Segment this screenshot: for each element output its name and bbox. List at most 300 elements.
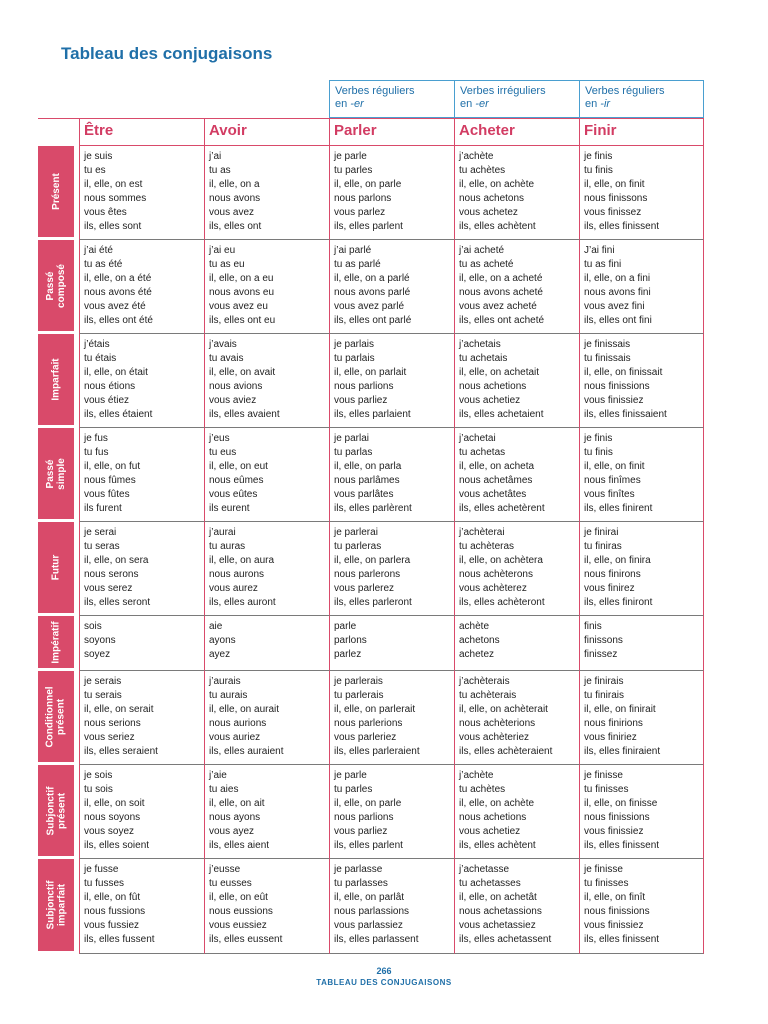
conjugation-table <box>38 80 704 954</box>
conjugation-cell <box>79 616 204 671</box>
conjugated-form: j’ai <box>209 151 222 162</box>
conjugated-form: nous parlassions <box>334 906 410 917</box>
conjugated-form: j’ai eu <box>209 245 236 256</box>
conjugation-cell <box>204 240 329 334</box>
conjugation-cell <box>204 616 329 671</box>
conjugated-form: il, elle, on fût <box>84 892 141 903</box>
conjugation-cell <box>329 859 454 954</box>
conjugated-form: tu aurais <box>209 690 248 701</box>
conjugated-form: ils, elles achèteront <box>459 597 545 608</box>
conjugated-form: nous finirions <box>584 718 643 729</box>
conjugated-form: ils, elles eussent <box>209 934 283 945</box>
conjugated-form: vous achetâtes <box>459 489 527 500</box>
conjugated-form: il, elle, on finît <box>584 892 646 903</box>
conjugated-form: tu parles <box>334 165 373 176</box>
conjugated-form: nous avons acheté <box>459 287 543 298</box>
conjugated-form: tu achetais <box>459 353 508 364</box>
conjugated-form: vous serez <box>84 583 133 594</box>
conjugated-form: nous étions <box>84 381 136 392</box>
conjugated-form: nous eussions <box>209 906 273 917</box>
conjugated-form: nous achetâmes <box>459 475 533 486</box>
conjugated-form: il, elle, on parle <box>334 179 402 190</box>
conjugated-form: ils, elles ont acheté <box>459 315 545 326</box>
conjugation-cell <box>329 522 454 616</box>
conjugated-form: tu as été <box>84 259 123 270</box>
conjugated-form: nous soyons <box>84 812 141 823</box>
conjugation-cell <box>454 859 579 954</box>
conjugated-form: tu achetasses <box>459 878 521 889</box>
conjugated-form: nous parlerons <box>334 569 401 580</box>
conjugated-form: il, elle, on serait <box>84 704 154 715</box>
conjugated-form: il, elle, on a fini <box>584 273 651 284</box>
conjugated-form: tu parleras <box>334 541 382 552</box>
conjugated-form: je finis <box>584 433 613 444</box>
conjugated-form: vous parliez <box>334 395 388 406</box>
conjugated-form: tu finis <box>584 165 613 176</box>
conjugated-form: nous aurons <box>209 569 265 580</box>
conjugated-form: parle <box>334 621 357 632</box>
conjugated-form: vous avez fini <box>584 301 645 312</box>
conjugated-form: il, elle, on finirait <box>584 704 656 715</box>
conjugated-form: ils, elles avaient <box>209 409 280 420</box>
conjugated-form: vous ayez <box>209 826 255 837</box>
conjugated-form: tu finisses <box>584 784 629 795</box>
conjugated-form: achetons <box>459 635 500 646</box>
conjugated-form: tu as fini <box>584 259 622 270</box>
conjugated-form: nous aurions <box>209 718 267 729</box>
tense-row <box>38 671 704 765</box>
conjugated-form: il, elle, on parlait <box>334 367 407 378</box>
conjugated-form: ils, elles fussent <box>84 934 155 945</box>
conjugated-form: il, elle, on eût <box>209 892 268 903</box>
conjugated-form: il, elle, on achète <box>459 179 535 190</box>
conjugated-form: j’aurais <box>209 676 241 687</box>
conjugated-form: tu fus <box>84 447 109 458</box>
conjugated-form: ils, elles finissent <box>584 221 660 232</box>
conjugated-form: vous achetiez <box>459 395 521 406</box>
verb-heading: Avoir <box>204 119 329 146</box>
conjugated-form: tu as eu <box>209 259 245 270</box>
conjugated-form: aie <box>209 621 223 632</box>
conjugated-form: j’avais <box>209 339 237 350</box>
conjugated-form: tu avais <box>209 353 244 364</box>
conjugated-form: je parlasse <box>334 864 383 875</box>
conjugated-form: vous achèterez <box>459 583 527 594</box>
conjugated-form: je parle <box>334 770 367 781</box>
conjugated-form: nous parlions <box>334 812 394 823</box>
conjugated-form: j’ai parlé <box>334 245 372 256</box>
conjugated-form: tu parlas <box>334 447 373 458</box>
conjugation-cell <box>204 765 329 859</box>
conjugated-form: ils, elles ont parlé <box>334 315 412 326</box>
conjugated-form: ils, elles finirent <box>584 503 653 514</box>
conjugation-cell <box>579 616 704 671</box>
conjugated-form: ils, elles auront <box>209 597 276 608</box>
conjugation-cell <box>329 428 454 522</box>
conjugated-form: nous parlions <box>334 381 394 392</box>
conjugated-form: il, elle, on soit <box>84 798 145 809</box>
conjugated-form: il, elle, on aura <box>209 555 275 566</box>
conjugated-form: vous êtes <box>84 207 127 218</box>
tense-label: Impératif <box>38 616 74 671</box>
conjugated-form: il, elle, on est <box>84 179 143 190</box>
conjugated-form: vous parleriez <box>334 732 397 743</box>
conjugated-form: ils, elles parleront <box>334 597 412 608</box>
conjugated-form: nous finirons <box>584 569 641 580</box>
conjugated-form: nous avions <box>209 381 263 392</box>
conjugated-form: il, elle, on achèterait <box>459 704 548 715</box>
conjugated-form: j’eus <box>209 433 230 444</box>
tense-row <box>38 522 704 616</box>
conjugation-cell <box>454 334 579 428</box>
conjugated-form: j’achète <box>459 770 494 781</box>
conjugated-form: vous finissiez <box>584 920 644 931</box>
conjugated-form: tu achètes <box>459 784 506 795</box>
conjugated-form: il, elle, on finit <box>584 179 645 190</box>
conjugated-form: vous finirez <box>584 583 635 594</box>
conjugated-form: il, elle, on fut <box>84 461 141 472</box>
conjugated-form: tu étais <box>84 353 117 364</box>
conjugated-form: parlez <box>334 649 362 660</box>
page-number: 266 <box>376 966 392 976</box>
conjugated-form: nous finissions <box>584 906 650 917</box>
conjugated-form: ils, elles seront <box>84 597 151 608</box>
conjugated-form: j’achetais <box>459 339 501 350</box>
verb-group-header: Verbes réguliers en -ir <box>579 80 704 118</box>
conjugated-form: nous ayons <box>209 812 261 823</box>
conjugated-form: je finisse <box>584 864 623 875</box>
tense-label: Futur <box>38 522 74 616</box>
conjugated-form: il, elle, on a eu <box>209 273 274 284</box>
conjugated-form: vous eûtes <box>209 489 258 500</box>
conjugated-form: ils, elles parlassent <box>334 934 419 945</box>
conjugated-form: tu seras <box>84 541 120 552</box>
conjugated-form: finissez <box>584 649 618 660</box>
conjugated-form: tu finisses <box>584 878 629 889</box>
conjugated-form: ils, elles achetaient <box>459 409 544 420</box>
conjugated-form: vous étiez <box>84 395 130 406</box>
conjugated-form: je finisse <box>584 770 623 781</box>
conjugation-cell <box>204 671 329 765</box>
conjugated-form: nous finissions <box>584 812 650 823</box>
conjugated-form: achetez <box>459 649 495 660</box>
conjugated-form: J’ai fini <box>584 245 615 256</box>
conjugation-cell <box>79 146 204 240</box>
tense-label: Présent <box>38 146 74 240</box>
conjugated-form: ils, elles ont <box>209 221 262 232</box>
conjugated-form: ils, elles parleraient <box>334 746 420 757</box>
conjugated-form: nous fûmes <box>84 475 136 486</box>
tense-row <box>38 859 704 954</box>
tense-rows <box>38 146 704 954</box>
conjugated-form: je parle <box>334 151 367 162</box>
page-footer <box>0 966 768 987</box>
conjugated-form: vous finiriez <box>584 732 637 743</box>
conjugated-form: tu finiras <box>584 541 622 552</box>
conjugated-form: j’achète <box>459 151 494 162</box>
verb-header-row <box>38 118 704 146</box>
conjugated-form: il, elle, on avait <box>209 367 276 378</box>
conjugated-form: tu sois <box>84 784 113 795</box>
conjugated-form: achète <box>459 621 490 632</box>
conjugated-form: nous parlons <box>334 193 392 204</box>
conjugated-form: vous parlassiez <box>334 920 403 931</box>
conjugated-form: nous avons fini <box>584 287 651 298</box>
conjugated-form: nous serons <box>84 569 139 580</box>
conjugated-form: ils, elles parlèrent <box>334 503 412 514</box>
conjugated-form: tu eus <box>209 447 237 458</box>
conjugated-form: ils, elles achètent <box>459 840 536 851</box>
conjugated-form: tu achètes <box>459 165 506 176</box>
conjugated-form: vous parlâtes <box>334 489 394 500</box>
conjugated-form: nous achetassions <box>459 906 542 917</box>
conjugated-form: nous fussions <box>84 906 146 917</box>
conjugated-form: vous fûtes <box>84 489 130 500</box>
conjugation-cell <box>79 334 204 428</box>
conjugated-form: ils, elles auraient <box>209 746 284 757</box>
conjugated-form: ils, elles finissaient <box>584 409 667 420</box>
conjugation-cell <box>454 522 579 616</box>
conjugated-form: il, elle, on finisse <box>584 798 658 809</box>
conjugated-form: il, elle, on parlerait <box>334 704 416 715</box>
conjugated-form: je serais <box>84 676 122 687</box>
tense-row <box>38 146 704 240</box>
conjugation-cell <box>579 522 704 616</box>
conjugated-form: tu es <box>84 165 106 176</box>
conjugated-form: ils, elles achetèrent <box>459 503 545 514</box>
conjugated-form: ayez <box>209 649 231 660</box>
conjugated-form: j’ai acheté <box>459 245 505 256</box>
conjugated-form: nous sommes <box>84 193 147 204</box>
conjugation-cell <box>329 334 454 428</box>
conjugated-form: tu eusses <box>209 878 252 889</box>
conjugated-form: ils, elles ont été <box>84 315 153 326</box>
conjugated-form: vous parlerez <box>334 583 395 594</box>
conjugation-cell <box>79 671 204 765</box>
conjugated-form: ayons <box>209 635 236 646</box>
conjugated-form: vous finissez <box>584 207 642 218</box>
conjugated-form: vous fussiez <box>84 920 140 931</box>
conjugated-form: tu parlerais <box>334 690 384 701</box>
conjugated-form: tu parlasses <box>334 878 388 889</box>
conjugated-form: je finirai <box>584 527 619 538</box>
conjugated-form: vous finissiez <box>584 826 644 837</box>
conjugated-form: il, elle, on parlât <box>334 892 405 903</box>
conjugated-form: tu as <box>209 165 231 176</box>
conjugation-cell <box>454 240 579 334</box>
conjugated-form: il, elle, on achètera <box>459 555 543 566</box>
conjugation-cell <box>329 146 454 240</box>
conjugated-form: ils eurent <box>209 503 250 514</box>
conjugation-cell <box>204 146 329 240</box>
conjugated-form: ils, elles soient <box>84 840 150 851</box>
conjugated-form: tu finis <box>584 447 613 458</box>
conjugated-form: ils, elles finiront <box>584 597 653 608</box>
conjugated-form: ils, elles ont fini <box>584 315 652 326</box>
conjugated-form: je finissais <box>584 339 631 350</box>
conjugation-cell <box>454 146 579 240</box>
conjugated-form: vous achetez <box>459 207 518 218</box>
conjugation-cell <box>329 765 454 859</box>
conjugated-form: il, elle, on aurait <box>209 704 280 715</box>
conjugation-cell <box>329 671 454 765</box>
tense-label: Passé simple <box>38 428 74 522</box>
conjugated-form: nous finissons <box>584 193 648 204</box>
conjugated-form: tu finirais <box>584 690 625 701</box>
conjugated-form: vous avez acheté <box>459 301 537 312</box>
conjugated-form: ils, elles finissent <box>584 840 660 851</box>
conjugated-form: nous avons parlé <box>334 287 411 298</box>
conjugated-form: il, elle, on parlera <box>334 555 411 566</box>
conjugation-cell <box>454 671 579 765</box>
conjugated-form: il, elle, on a acheté <box>459 273 543 284</box>
conjugation-cell <box>79 522 204 616</box>
conjugated-form: nous avons eu <box>209 287 275 298</box>
conjugated-form: tu finissais <box>584 353 631 364</box>
conjugated-form: nous parlerions <box>334 718 403 729</box>
conjugated-form: il, elle, on achetât <box>459 892 537 903</box>
conjugated-form: j’ai été <box>84 245 113 256</box>
conjugation-cell <box>579 428 704 522</box>
conjugated-form: vous avez eu <box>209 301 268 312</box>
conjugated-form: tu as acheté <box>459 259 514 270</box>
conjugated-form: nous achetions <box>459 812 527 823</box>
verb-heading: Parler <box>329 119 454 146</box>
conjugation-cell <box>329 240 454 334</box>
conjugated-form: vous parliez <box>334 826 388 837</box>
conjugated-form: ils, elles parlent <box>334 840 403 851</box>
conjugated-form: il, elle, on finissait <box>584 367 663 378</box>
conjugation-cell <box>204 522 329 616</box>
conjugated-form: il, elle, on eut <box>209 461 268 472</box>
conjugated-form: je parlai <box>334 433 370 444</box>
conjugation-cell <box>79 240 204 334</box>
conjugated-form: j’achèterais <box>459 676 510 687</box>
conjugated-form: tu auras <box>209 541 246 552</box>
conjugated-form: ils, elles seraient <box>84 746 158 757</box>
conjugated-form: nous eûmes <box>209 475 264 486</box>
conjugated-form: vous soyez <box>84 826 135 837</box>
tense-row <box>38 428 704 522</box>
conjugated-form: ils, elles sont <box>84 221 142 232</box>
conjugated-form: vous parlez <box>334 207 386 218</box>
conjugated-form: sois <box>84 621 102 632</box>
page-title: Tableau des conjugaisons <box>61 44 273 63</box>
tense-label: Passé composé <box>38 240 74 334</box>
tense-row <box>38 765 704 859</box>
conjugated-form: tu aies <box>209 784 239 795</box>
conjugation-cell <box>454 765 579 859</box>
conjugated-form: je fus <box>84 433 108 444</box>
conjugated-form: nous finissions <box>584 381 650 392</box>
conjugated-form: il, elle, on a <box>209 179 260 190</box>
conjugated-form: nous achèterions <box>459 718 536 729</box>
conjugated-form: ils, elles finiraient <box>584 746 661 757</box>
conjugation-cell <box>204 859 329 954</box>
conjugated-form: j’étais <box>84 339 110 350</box>
footer-title: TABLEAU DES CONJUGAISONS <box>316 978 452 987</box>
conjugated-form: je serai <box>84 527 117 538</box>
conjugated-form: tu achetas <box>459 447 506 458</box>
conjugated-form: il, elle, on a été <box>84 273 152 284</box>
conjugated-form: il, elle, on finira <box>584 555 651 566</box>
conjugated-form: ils, elles ont eu <box>209 315 276 326</box>
conjugated-form: vous achèteriez <box>459 732 530 743</box>
conjugated-form: finissons <box>584 635 623 646</box>
conjugated-form: nous parlâmes <box>334 475 400 486</box>
verb-group-header-row <box>38 80 704 118</box>
conjugated-form: vous achetassiez <box>459 920 536 931</box>
tense-row <box>38 334 704 428</box>
conjugated-form: j’aurai <box>209 527 236 538</box>
conjugated-form: ils, elles parlent <box>334 221 403 232</box>
tense-label: Subjonctif imparfait <box>38 859 74 954</box>
conjugated-form: je parlais <box>334 339 375 350</box>
conjugated-form: vous finissiez <box>584 395 644 406</box>
conjugated-form: tu achèteras <box>459 541 515 552</box>
conjugated-form: j’aie <box>209 770 227 781</box>
conjugated-form: vous avez <box>209 207 255 218</box>
conjugated-form: je sois <box>84 770 113 781</box>
tense-row <box>38 240 704 334</box>
conjugation-cell <box>329 616 454 671</box>
conjugated-form: il, elle, on était <box>84 367 148 378</box>
conjugated-form: je parlerai <box>334 527 378 538</box>
tense-label: Subjonctif présent <box>38 765 74 859</box>
conjugated-form: ils, elles achètent <box>459 221 536 232</box>
conjugation-cell <box>204 428 329 522</box>
conjugated-form: tu fusses <box>84 878 125 889</box>
conjugated-form: vous aviez <box>209 395 257 406</box>
conjugated-form: ils, elles parlaient <box>334 409 411 420</box>
tense-row <box>38 616 704 671</box>
verb-heading: Acheter <box>454 119 579 146</box>
conjugated-form: ils, elles finissent <box>584 934 660 945</box>
conjugation-cell <box>79 859 204 954</box>
conjugated-form: tu serais <box>84 690 122 701</box>
conjugated-form: il, elle, on a parlé <box>334 273 410 284</box>
conjugation-cell <box>579 859 704 954</box>
conjugated-form: je fusse <box>84 864 119 875</box>
conjugated-form: vous auriez <box>209 732 261 743</box>
conjugated-form: vous eussiez <box>209 920 267 931</box>
conjugated-form: il, elle, on sera <box>84 555 149 566</box>
conjugated-form: ils, elles achèteraient <box>459 746 553 757</box>
conjugated-form: vous avez parlé <box>334 301 405 312</box>
conjugated-form: nous achèterons <box>459 569 533 580</box>
conjugated-form: je parlerais <box>334 676 383 687</box>
conjugated-form: finis <box>584 621 602 632</box>
conjugated-form: j’achetasse <box>459 864 510 875</box>
conjugation-cell <box>79 428 204 522</box>
conjugated-form: je finirais <box>584 676 624 687</box>
conjugated-form: ils, elles étaient <box>84 409 153 420</box>
conjugation-cell <box>579 334 704 428</box>
conjugated-form: soyons <box>84 635 116 646</box>
conjugated-form: il, elle, on finit <box>584 461 645 472</box>
conjugated-form: vous finîtes <box>584 489 635 500</box>
conjugated-form: il, elle, on parle <box>334 798 402 809</box>
conjugation-cell <box>454 616 579 671</box>
conjugated-form: vous avez été <box>84 301 146 312</box>
verb-heading: Être <box>79 119 204 146</box>
conjugated-form: je suis <box>84 151 113 162</box>
tense-label: Conditionnel présent <box>38 671 74 765</box>
conjugated-form: nous achetons <box>459 193 525 204</box>
conjugation-cell <box>454 428 579 522</box>
conjugation-cell <box>579 765 704 859</box>
conjugated-form: j’achèterai <box>459 527 505 538</box>
